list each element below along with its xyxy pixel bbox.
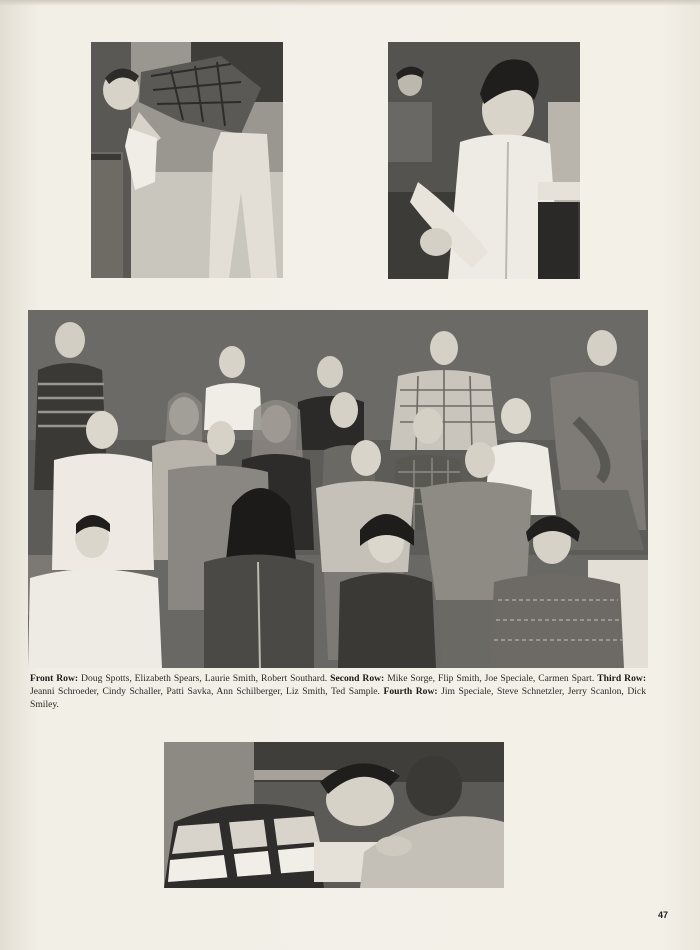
photo-student-at-desk-image xyxy=(388,42,580,279)
caption-fourth-row-label: Fourth Row: xyxy=(383,686,438,698)
page-number: 47 xyxy=(658,910,669,920)
page-edge-shadow xyxy=(0,0,700,6)
group-photo-caption xyxy=(30,672,646,712)
caption-front-row-names: Doug Spotts, Elizabeth Spears, Laurie Smith, Robert Southard. xyxy=(81,673,328,684)
photo-club-group xyxy=(28,310,648,668)
caption-third-row-label: Third Row: xyxy=(597,673,647,684)
caption-second-row-names: Mike Sorge, Flip Smith, Joe Speciale, Carmen Spart. xyxy=(387,673,595,684)
caption-third-row-names: Jeanni Schroeder, Cindy Schaller, Patti Savka, Ann Schilberger, Liz Smith, Ted Sample. xyxy=(30,686,380,698)
caption-front-row-label: Front Row: xyxy=(30,673,79,684)
photo-two-students-working-image xyxy=(164,742,504,888)
photo-student-at-desk xyxy=(388,42,580,279)
photo-student-wiping-hands-image xyxy=(91,42,283,278)
caption-second-row-label: Second Row: xyxy=(330,673,385,684)
photo-club-group-image xyxy=(28,310,648,668)
caption-fourth-row-names: Jim Speciale, Steve Schnetzler, Jerry Scanlon, Dick Smiley. xyxy=(30,686,646,711)
photo-two-students-working xyxy=(164,742,504,888)
photo-student-wiping-hands xyxy=(91,42,283,278)
